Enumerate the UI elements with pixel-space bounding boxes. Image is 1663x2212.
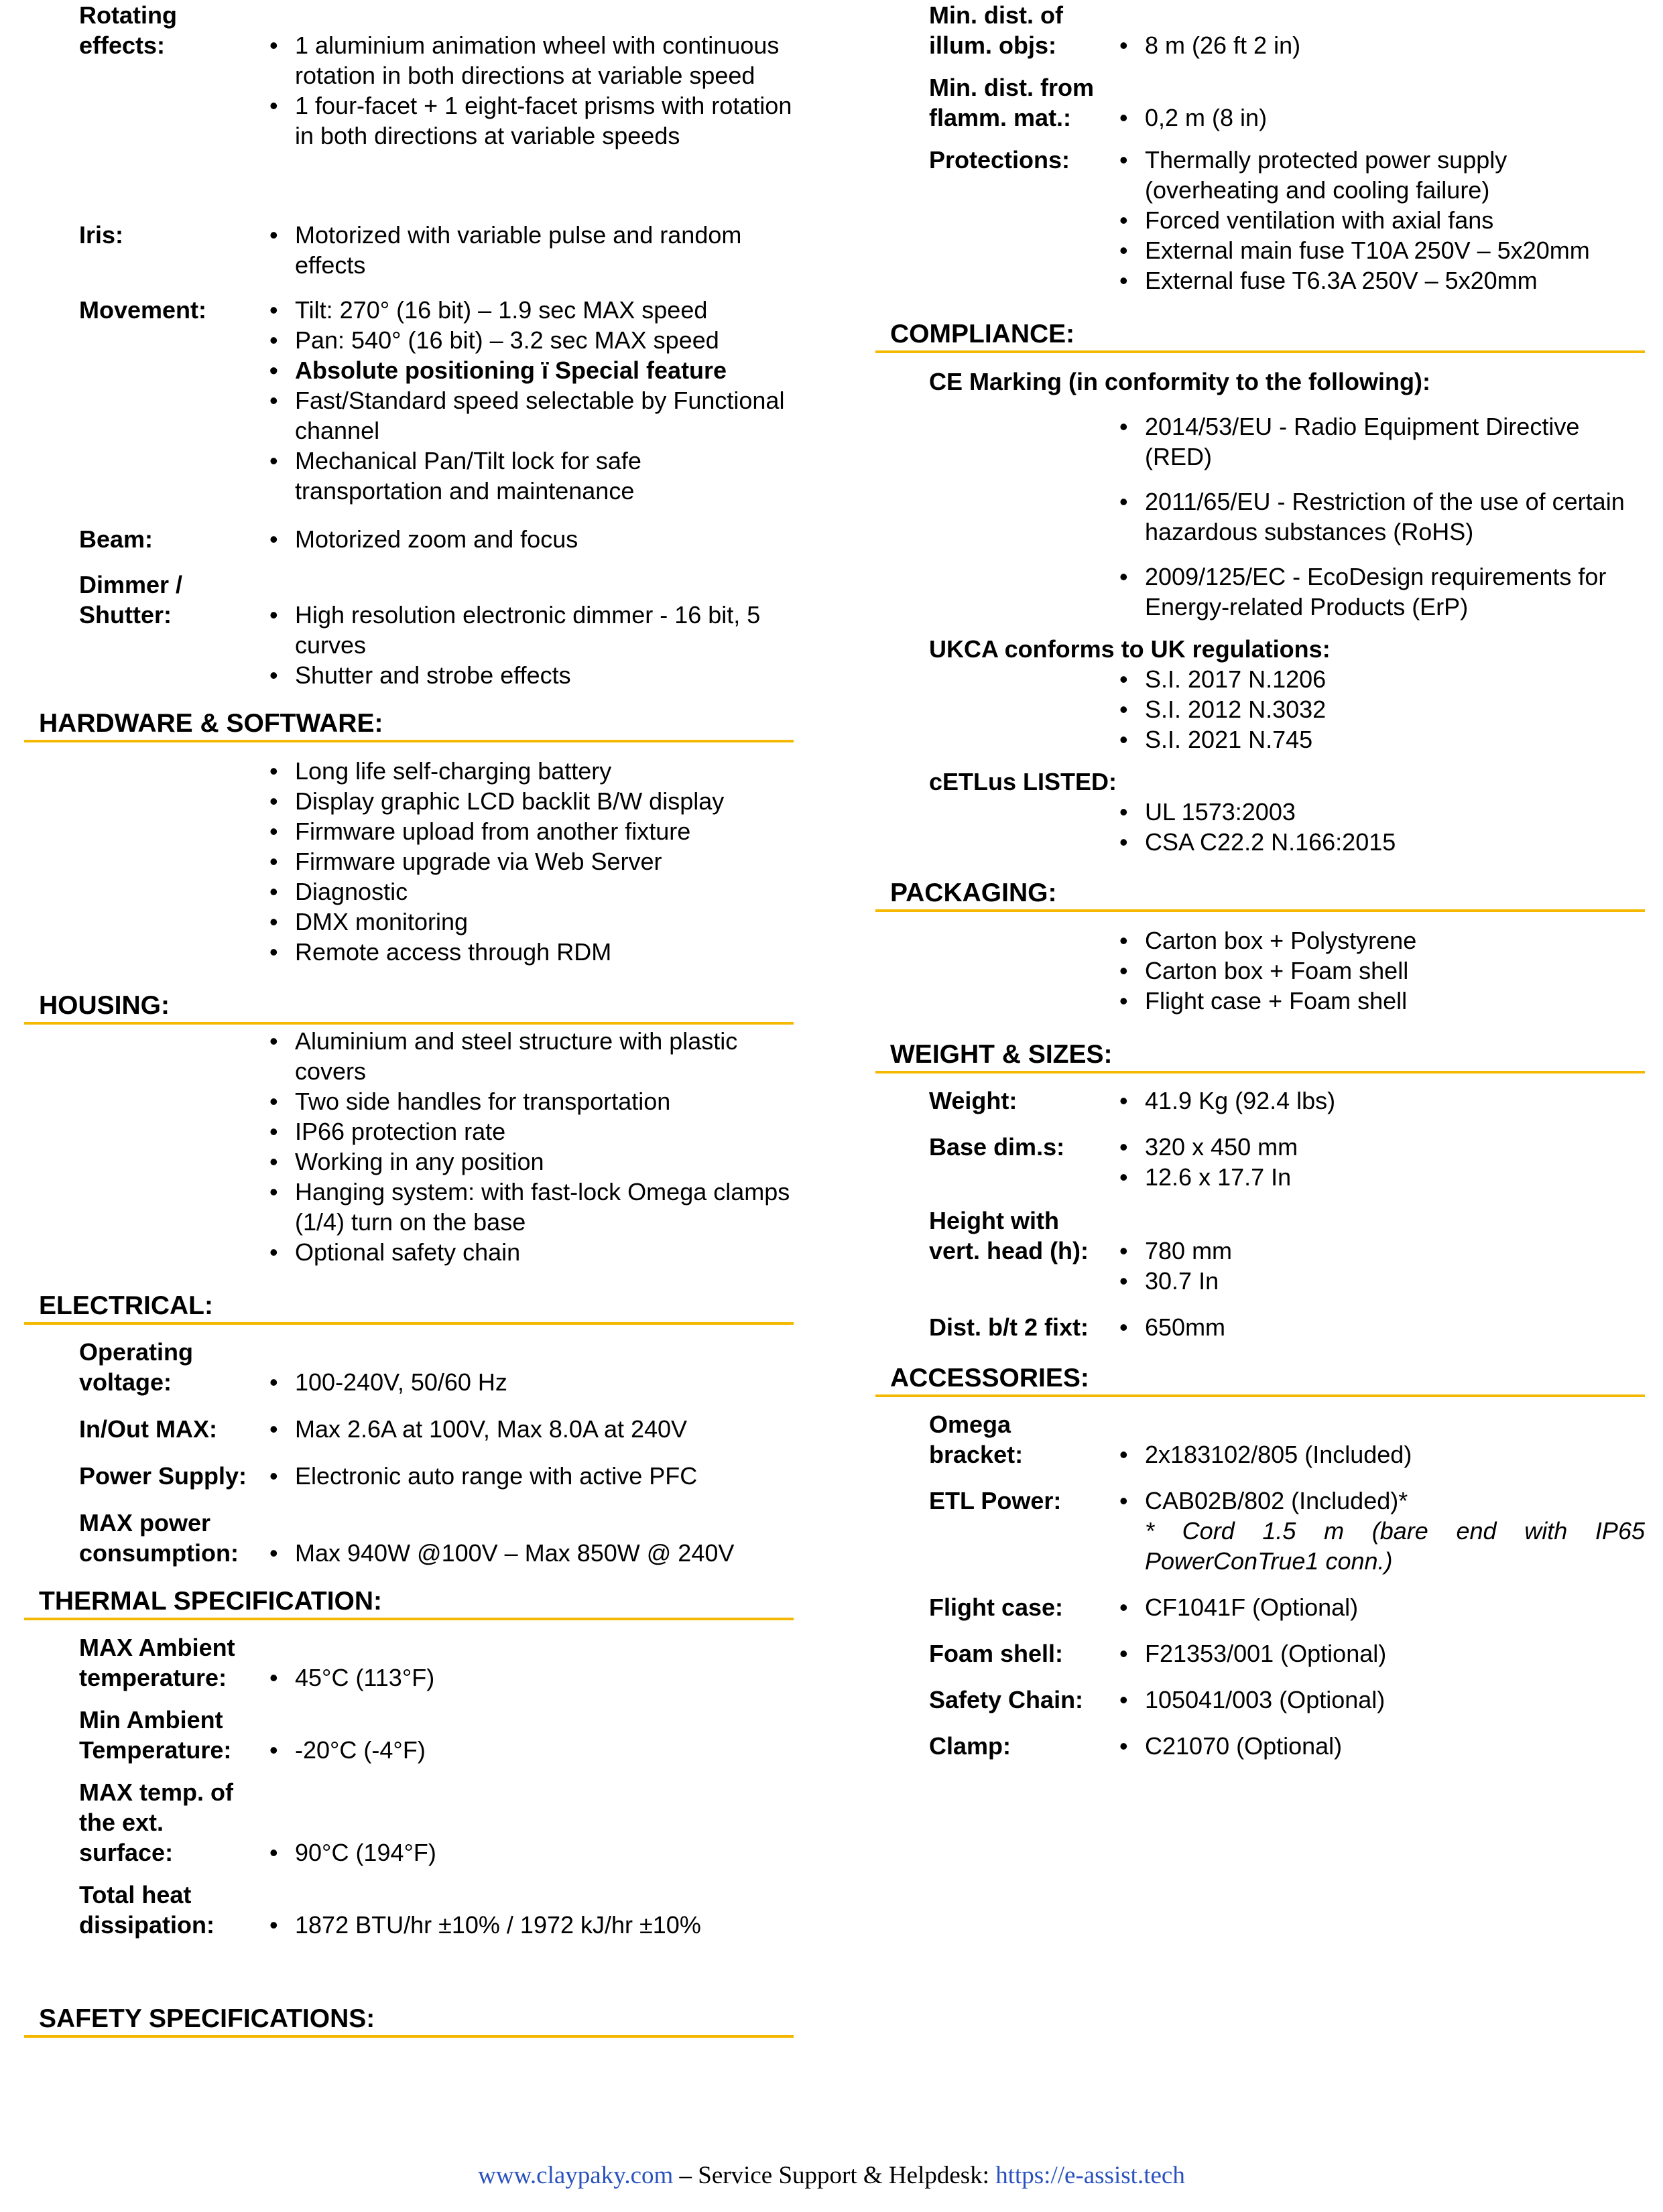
spec-row-weight [875,1086,1645,1116]
list-item: • -20°C (-4°F) [267,1735,794,1765]
list-item: • Long life self-charging battery [267,756,794,786]
list-item: • 780 mm [1117,1236,1645,1266]
weight-rows [875,1086,1645,1342]
spec-values [267,30,794,151]
spec-row-dimmer-shutter [24,570,794,690]
list-item: • 2014/53/EU - Radio Equipment Directive (RED) [1117,411,1645,472]
list-item: • 2011/65/EU - Restriction of the use of certain hazardous substances (RoHS) [1117,486,1645,547]
etl-note-line-2: PowerConTrue1 conn.) [1145,1547,1393,1575]
spec-values [267,1414,794,1444]
list-item: • 1 four-facet + 1 eight-facet prisms with rotation in both directions at variable speeds [267,90,794,151]
spec-row-flight-case [875,1592,1645,1622]
spec-values [267,220,794,280]
spec-label: ETL Power: [929,1487,1062,1514]
list-item: • Tilt: 270° (16 bit) – 1.9 sec MAX speed [267,295,794,325]
list-item: • Display graphic LCD backlit B/W display [267,786,794,816]
section-accessories [875,1364,1645,1761]
spec-label: Omega bracket: [929,1411,1024,1468]
spec-row-etl-power [875,1486,1645,1576]
section-title: ACCESSORIES: [875,1364,1645,1397]
list-item: • High resolution electronic dimmer - 16 bit, 5 curves [267,600,794,660]
spec-row-rotating-effects [24,0,794,154]
spec-row-min-dist-flamm [875,72,1645,133]
list-item: • 105041/003 (Optional) [1117,1685,1645,1715]
list-item: • Diagnostic [267,876,794,907]
list-item: • Max 940W @100V – Max 850W @ 240V [267,1538,794,1568]
spec-label: Rotating effects: [79,1,177,59]
section-hardware-software [24,709,794,967]
list-item: • CAB02B/802 (Included)* [1117,1486,1645,1516]
ce-list [1117,411,1645,622]
list-item: • Hanging system: with fast-lock Omega clamps (1/4) turn on the base [267,1177,794,1237]
section-title: HOUSING: [24,991,794,1025]
spec-values [267,600,794,690]
list-item: • Remote access through RDM [267,937,794,967]
spec-values [1117,1312,1645,1342]
spec-values [267,1663,794,1693]
section-housing [24,991,794,1267]
list-item: • Firmware upload from another fixture [267,816,794,846]
spec-values [1117,1086,1645,1116]
footer-text: – Service Support & Helpdesk: [673,2162,996,2189]
list-item: • External main fuse T10A 250V – 5x20mm [1117,235,1645,265]
section-title: COMPLIANCE: [875,320,1645,353]
cetlus-list [1117,797,1645,857]
section-title: ELECTRICAL: [24,1291,794,1325]
list-item: • Motorized zoom and focus [267,524,794,554]
section-thermal [24,1587,794,1940]
list-item: • Absolute positioning ï Special feature [267,355,794,385]
helpdesk-link[interactable]: https://e-assist.tech [995,2162,1185,2189]
left-column [24,0,794,2038]
website-link[interactable]: www.claypaky.com [478,2162,674,2189]
list-item: • Mechanical Pan/Tilt lock for safe transportation and maintenance [267,446,794,506]
page-footer [0,2161,1663,2191]
spec-label: Total heat dissipation: [79,1881,215,1939]
list-item: • UL 1573:2003 [1117,797,1645,827]
list-item: • 12.6 x 17.7 In [1117,1162,1645,1192]
spec-label: Iris: [79,221,124,249]
list-item: • Aluminium and steel structure with plastic covers [267,1026,794,1086]
spec-row-max-surface-temp [24,1777,794,1868]
ukca-list [1117,664,1645,755]
spec-label: Base dim.s: [929,1133,1065,1161]
spec-values [1117,1638,1645,1669]
spec-row-iris [24,220,794,295]
spec-label: Foam shell: [929,1640,1064,1667]
list-item: • S.I. 2017 N.1206 [1117,664,1645,694]
list-item: • 2009/125/EC - EcoDesign requirements for Energy-related Products (ErP) [1117,562,1645,622]
spec-row-min-ambient [24,1705,794,1765]
spec-values [267,1538,794,1568]
spec-label: Operating voltage: [79,1338,194,1396]
list-item: • Firmware upgrade via Web Server [267,846,794,876]
list-item: • DMX monitoring [267,907,794,937]
spec-label: Min Ambient Temperature: [79,1706,232,1764]
list-item: • Electronic auto range with active PFC [267,1461,794,1491]
list-item: • 1872 BTU/hr ±10% / 1972 kJ/hr ±10% [267,1910,794,1940]
spec-row-height [875,1206,1645,1296]
section-weight-sizes [875,1040,1645,1342]
list-item: • 320 x 450 mm [1117,1132,1645,1162]
section-packaging [875,879,1645,1016]
packaging-list [1117,925,1645,1016]
spec-row-omega-bracket [875,1409,1645,1470]
top-specs-left [24,0,794,690]
list-item: • S.I. 2012 N.3032 [1117,694,1645,724]
ce-marking-heading: CE Marking (in conformity to the following): [929,368,1430,395]
spec-values [1117,30,1645,60]
list-item: • Thermally protected power supply (overheating and cooling failure) [1117,145,1645,205]
list-item: • 45°C (113°F) [267,1663,794,1693]
spec-row-beam [24,524,794,555]
list-item: • Flight case + Foam shell [1117,986,1645,1016]
spec-label: Clamp: [929,1732,1011,1760]
list-item: • External fuse T6.3A 250V – 5x20mm [1117,265,1645,296]
section-title: HARDWARE & SOFTWARE: [24,709,794,742]
list-item: • Carton box + Foam shell [1117,956,1645,986]
list-item: • Shutter and strobe effects [267,660,794,690]
list-item: • C21070 (Optional) [1117,1731,1645,1761]
spec-label: Min. dist. from flamm. mat.: [929,74,1094,131]
spec-row-min-dist-illum [875,0,1645,60]
list-item: • 90°C (194°F) [267,1837,794,1868]
section-electrical [24,1291,794,1568]
spec-values [1117,1236,1645,1296]
spec-values [267,524,794,554]
list-item: • F21353/001 (Optional) [1117,1638,1645,1669]
list-item: • 1 aluminium animation wheel with continuous rotation in both directions at variable speed [267,30,794,90]
spec-label: In/Out MAX: [79,1415,217,1443]
spec-values [1117,1592,1645,1622]
spec-row-protections [875,145,1645,296]
spec-label: Height with vert. head (h): [929,1207,1089,1264]
etl-power-value [1117,1486,1645,1576]
spec-row-distance [875,1312,1645,1342]
section-title: PACKAGING: [875,879,1645,912]
spec-row-foam-shell [875,1638,1645,1669]
housing-list [267,1026,794,1267]
spec-row-operating-voltage [24,1337,794,1397]
spec-label: MAX power consumption: [79,1509,239,1567]
spec-label: Safety Chain: [929,1686,1084,1713]
spec-row-max-power [24,1508,794,1568]
section-title: THERMAL SPECIFICATION: [24,1587,794,1620]
spec-values [267,1837,794,1868]
spec-row-heat-dissipation [24,1880,794,1940]
spec-label: MAX Ambient temperature: [79,1634,235,1691]
spec-label: Power Supply: [79,1462,247,1490]
spec-values [1117,1685,1645,1715]
spec-row-in-out-max [24,1414,794,1444]
spec-values [267,1461,794,1491]
list-item: • Carton box + Polystyrene [1117,925,1645,956]
spec-label: Flight case: [929,1593,1064,1621]
thermal-rows [24,1632,794,1940]
spec-values [1117,103,1645,133]
right-column [875,0,1645,1761]
spec-values [1117,145,1645,296]
list-item: • Fast/Standard speed selectable by Functional channel [267,385,794,446]
spec-values [1117,1731,1645,1761]
section-title: SAFETY SPECIFICATIONS: [24,2004,794,2038]
spec-values [1117,1439,1645,1470]
hardware-list [267,756,794,967]
spec-values [1117,1486,1645,1516]
ukca-heading: UKCA conforms to UK regulations: [929,635,1331,663]
spec-label: Min. dist. of illum. objs: [929,1,1063,59]
accessories-rows [875,1409,1645,1761]
spec-row-base-dims [875,1132,1645,1192]
cetlus-heading: cETLus LISTED: [929,768,1117,795]
list-item: • Motorized with variable pulse and random effects [267,220,794,280]
list-item: • Working in any position [267,1147,794,1177]
list-item: • Optional safety chain [267,1237,794,1267]
section-title: WEIGHT & SIZES: [875,1040,1645,1074]
section-safety [24,2004,794,2038]
list-item: • 650mm [1117,1312,1645,1342]
spec-values [267,1367,794,1397]
spec-values [1117,1132,1645,1192]
spec-label: Protections: [929,146,1070,174]
spec-label: Dist. b/t 2 fixt: [929,1313,1089,1341]
spec-row-max-ambient [24,1632,794,1693]
electrical-rows [24,1337,794,1568]
list-item: • 0,2 m (8 in) [1117,103,1645,133]
spec-row-movement [24,295,794,524]
list-item: • IP66 protection rate [267,1116,794,1147]
list-item: • Pan: 540° (16 bit) – 3.2 sec MAX speed [267,325,794,355]
list-item: • 41.9 Kg (92.4 lbs) [1117,1086,1645,1116]
etl-note-line-1: * Cord 1.5 m (bare end with IP65 [1145,1517,1645,1545]
section-compliance [875,320,1645,857]
list-item: • CSA C22.2 N.166:2015 [1117,827,1645,857]
spec-label: Weight: [929,1087,1018,1114]
spec-label: Dimmer / Shutter: [79,571,183,629]
list-item: • Max 2.6A at 100V, Max 8.0A at 240V [267,1414,794,1444]
list-item: • S.I. 2021 N.745 [1117,724,1645,755]
spec-row-clamp [875,1731,1645,1761]
spec-label: MAX temp. of the ext. surface: [79,1778,233,1866]
list-item: • Two side handles for transportation [267,1086,794,1116]
spec-values [267,295,794,506]
spec-label: Movement: [79,296,207,324]
list-item: • 2x183102/805 (Included) [1117,1439,1645,1470]
list-item: • CF1041F (Optional) [1117,1592,1645,1622]
list-item: • 30.7 In [1117,1266,1645,1296]
list-item: • Forced ventilation with axial fans [1117,205,1645,235]
spec-row-power-supply [24,1461,794,1491]
spec-label: Beam: [79,525,153,553]
list-item: • 8 m (26 ft 2 in) [1117,30,1645,60]
spec-row-safety-chain [875,1685,1645,1715]
spec-values [267,1735,794,1765]
list-item: • 100-240V, 50/60 Hz [267,1367,794,1397]
spec-values [267,1910,794,1940]
top-specs-right [875,0,1645,296]
